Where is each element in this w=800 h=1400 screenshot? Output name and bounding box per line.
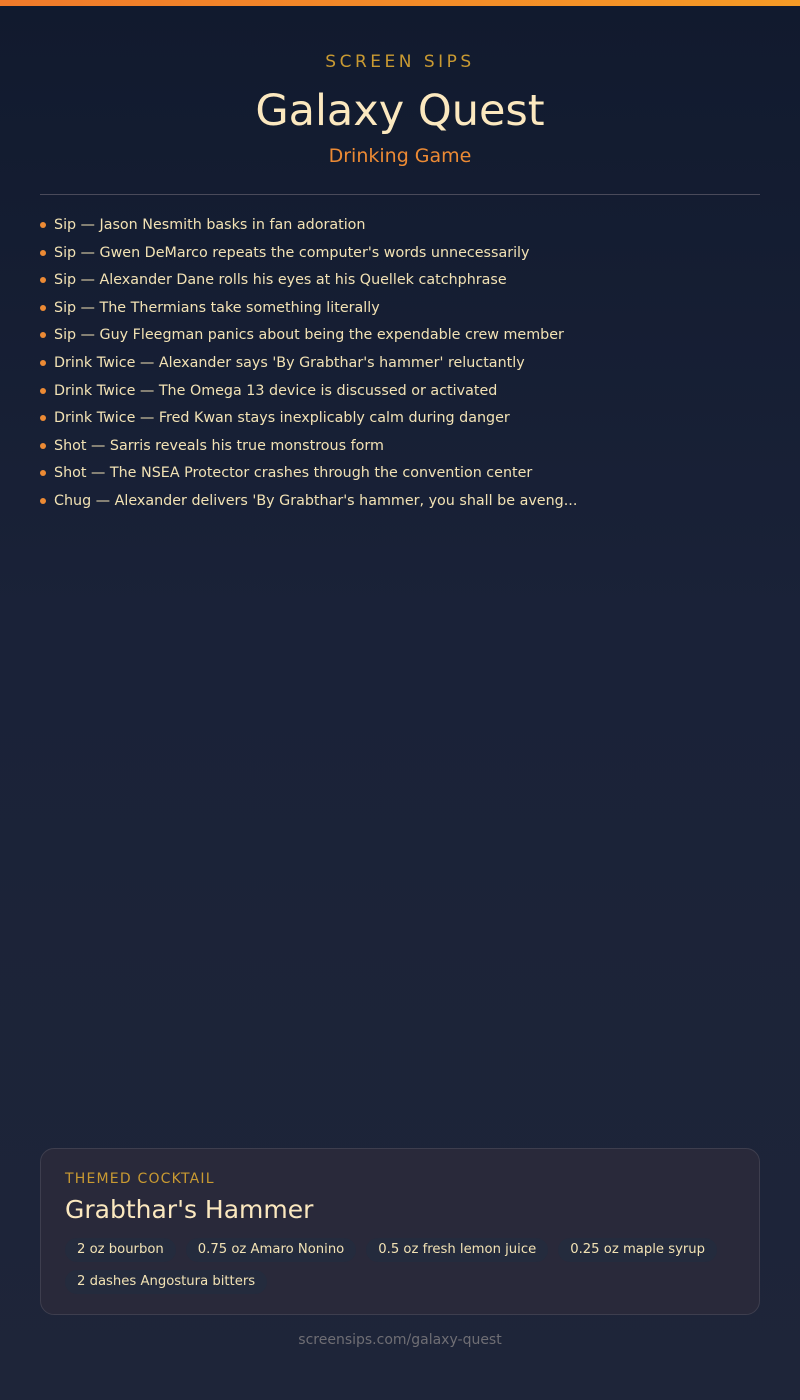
rule-text: Shot — Sarris reveals his true monstrous form — [54, 437, 384, 454]
bullet-icon — [40, 415, 46, 421]
rule-item — [40, 461, 760, 489]
ingredient-chip: 0.75 oz Amaro Nonino — [186, 1238, 356, 1262]
rule-text: Drink Twice — The Omega 13 device is discussed or activated — [54, 382, 498, 399]
rule-text: Drink Twice — Fred Kwan stays inexplicably calm during danger — [54, 410, 510, 427]
cocktail-card — [40, 1148, 760, 1315]
ingredient-chip: 0.5 oz fresh lemon juice — [366, 1238, 548, 1262]
rule-item — [40, 323, 760, 351]
page-title: Galaxy Quest — [255, 86, 545, 136]
bullet-icon — [40, 305, 46, 311]
header-divider — [40, 194, 760, 195]
bullet-icon — [40, 498, 46, 504]
rule-item — [40, 268, 760, 296]
bullet-icon — [40, 250, 46, 256]
rule-item — [40, 379, 760, 407]
bullet-icon — [40, 360, 46, 366]
rule-item — [40, 434, 760, 462]
rule-item — [40, 296, 760, 324]
rule-item — [40, 241, 760, 269]
bullet-icon — [40, 277, 46, 283]
rule-text: Sip — Gwen DeMarco repeats the computer's words unnecessarily — [54, 244, 530, 261]
rules-list — [40, 213, 760, 517]
rule-text: Shot — The NSEA Protector crashes through the convention center — [54, 465, 533, 482]
ingredient-chip: 0.25 oz maple syrup — [558, 1238, 717, 1262]
accent-top-bar — [0, 0, 800, 6]
page-subtitle: Drinking Game — [328, 145, 472, 167]
cocktail-label: THEMED COCKTAIL — [65, 1171, 215, 1187]
bullet-icon — [40, 222, 46, 228]
rule-item — [40, 351, 760, 379]
rule-item — [40, 489, 760, 517]
rule-item — [40, 213, 760, 241]
rule-text: Sip — The Thermians take something literally — [54, 299, 380, 316]
ingredient-list — [65, 1238, 745, 1294]
bullet-icon — [40, 470, 46, 476]
brand-name: SCREEN SIPS — [325, 52, 475, 72]
bullet-icon — [40, 388, 46, 394]
rule-text: Drink Twice — Alexander says 'By Grabthar's hammer' reluctantly — [54, 354, 525, 371]
footer-url: screensips.com/galaxy-quest — [298, 1332, 502, 1348]
rule-item — [40, 406, 760, 434]
ingredient-chip: 2 dashes Angostura bitters — [65, 1270, 267, 1294]
rule-text: Sip — Jason Nesmith basks in fan adoration — [54, 217, 366, 233]
bullet-icon — [40, 332, 46, 338]
rule-text: Sip — Alexander Dane rolls his eyes at his Quellek catchphrase — [54, 272, 507, 289]
rule-text: Sip — Guy Fleegman panics about being the expendable crew member — [54, 327, 564, 344]
ingredient-chip: 2 oz bourbon — [65, 1238, 176, 1262]
bullet-icon — [40, 443, 46, 449]
cocktail-name: Grabthar's Hammer — [65, 1195, 314, 1224]
rule-text: Chug — Alexander delivers 'By Grabthar's hammer, you shall be aveng... — [54, 492, 578, 509]
